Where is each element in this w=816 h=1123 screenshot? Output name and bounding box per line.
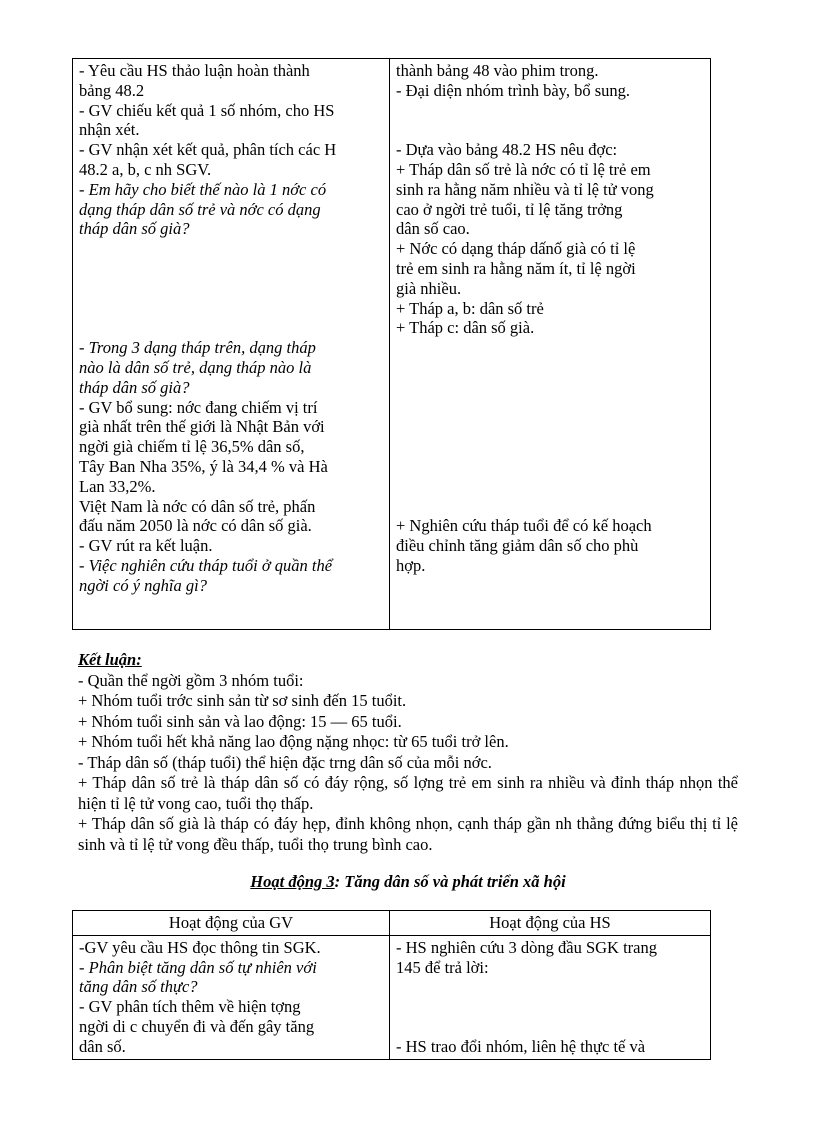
text-line: tháp dân số già?	[79, 219, 190, 239]
text-line	[396, 437, 704, 457]
header-hs: Hoạt động của HS	[390, 911, 711, 936]
text-line: dân số.	[79, 1036, 126, 1056]
section-title	[0, 872, 816, 892]
text-line: ngời già chiếm tỉ lệ 36,5% dân số,	[79, 437, 305, 457]
text-line: tháp dân số già?	[79, 377, 190, 397]
text-line: + Tháp c: dân số già.	[396, 318, 535, 338]
text-line	[396, 101, 704, 121]
conclusion-heading: Kết luận:	[78, 650, 142, 669]
text-line	[79, 299, 383, 319]
conclusion-line: + Nhóm tuổi trớc sinh sản từ sơ sinh đến 15 tuổit.	[78, 691, 407, 710]
text-line	[396, 497, 704, 517]
text-line: - GV nhận xét kết quả, phân tích các H	[79, 140, 337, 160]
text-line: + Nớc có dạng tháp dấnố già có tỉ lệ	[396, 239, 636, 259]
text-line: bảng 48.2	[79, 80, 145, 100]
conclusion-line: + Tháp dân số già là tháp có đáy hẹp, đỉnh không nhọn, cạnh tháp gần nh thẳng đứng biểu thị tỉ lệ sinh và tỉ lệ tử vong đều thấp, tuổi thọ trung bình cao.	[78, 814, 738, 854]
text-line: - Việc nghiên cứu tháp tuổi ở quần thể	[79, 555, 333, 575]
text-line: tăng dân số thực?	[79, 977, 198, 997]
text-line	[396, 338, 704, 358]
text-line	[396, 457, 704, 477]
text-line	[396, 398, 704, 418]
gv-activity-cell	[73, 935, 390, 1059]
text-line	[396, 120, 704, 140]
text-line	[396, 1017, 704, 1037]
text-line: - Em hãy cho biết thế nào là 1 nớc có	[79, 179, 327, 199]
table-row	[73, 59, 711, 630]
text-line: - Phân biệt tăng dân số tự nhiên với	[79, 957, 317, 977]
text-line: điều chỉnh tăng giảm dân số cho phù	[396, 536, 639, 556]
text-line: sinh ra hằng năm nhiều và tỉ lệ tử vong	[396, 179, 654, 199]
gv-activity-cell	[73, 59, 390, 630]
text-line	[79, 318, 383, 338]
text-line: ngời di c chuyển đi và đến gây tăng	[79, 1016, 315, 1036]
text-line: 145 để trả lời:	[396, 957, 489, 977]
text-line: già nhất trên thế giới là Nhật Bản với	[79, 417, 325, 437]
text-line: - Trong 3 dạng tháp trên, dạng tháp	[79, 338, 316, 358]
text-line	[79, 279, 383, 299]
text-line: -GV yêu cầu HS đọc thông tin SGK.	[79, 937, 321, 957]
table-row	[73, 935, 711, 1059]
text-line	[396, 477, 704, 497]
text-line	[396, 358, 704, 378]
text-line: cao ở ngời trẻ tuổi, tỉ lệ tăng trởng	[396, 199, 623, 219]
conclusion-lines	[78, 671, 738, 856]
text-line: dân số cao.	[396, 219, 470, 239]
activity-table-3	[72, 910, 711, 1060]
text-line: ngời có ý nghĩa gì?	[79, 575, 207, 595]
conclusion-line: - Tháp dân số (tháp tuổi) thể hiện đặc trng dân số của mỗi nớc.	[78, 752, 492, 772]
text-line: Tây Ban Nha 35%, ý là 34,4 % và Hà	[79, 456, 328, 476]
conclusion-line: - Quần thể ngời gồm 3 nhóm tuổi:	[78, 670, 304, 690]
conclusion-line: + Tháp dân số trẻ là tháp dân số có đáy rộng, số lợng trẻ em sinh ra nhiều và đỉnh tháp nhọn thể hiện tỉ lệ tử vong cao, tuổi thọ thấp.	[78, 773, 738, 813]
activity-table-1	[72, 58, 711, 630]
text-line	[396, 417, 704, 437]
text-line: + Tháp dân số trẻ là nớc có tỉ lệ trẻ em	[396, 159, 651, 179]
text-line: + Nghiên cứu tháp tuổi để có kế hoạch	[396, 516, 652, 536]
text-line: già nhiều.	[396, 278, 462, 298]
conclusion-block	[78, 650, 738, 855]
text-line: 48.2 a, b, c nh SGV.	[79, 159, 212, 179]
text-line: - GV rút ra kết luận.	[79, 536, 213, 556]
text-line: nhận xét.	[79, 120, 140, 140]
text-line	[396, 977, 704, 997]
text-line: - GV chiếu kết quả 1 số nhóm, cho HS	[79, 100, 335, 120]
hs-activity-cell	[390, 59, 711, 630]
text-line: trẻ em sinh ra hằng năm ít, tỉ lệ ngời	[396, 258, 636, 278]
section-title-rest: : Tăng dân số và phát triển xã hội	[334, 872, 566, 891]
text-line: nào là dân số trẻ, dạng tháp nào là	[79, 357, 312, 377]
text-line	[79, 259, 383, 279]
section-title-prefix: Hoạt động 3	[250, 872, 335, 891]
text-line: - Yêu cầu HS thảo luận hoàn thành	[79, 61, 310, 80]
hs-activity-cell	[390, 935, 711, 1059]
text-line: đấu năm 2050 là nớc có dân số già.	[79, 516, 312, 536]
conclusion-line: + Nhóm tuổi hết khả năng lao động nặng nhọc: từ 65 tuổi trở lên.	[78, 732, 509, 751]
table-header-row	[73, 911, 711, 936]
text-line: + Tháp a, b: dân số trẻ	[396, 298, 544, 318]
text-line: hợp.	[396, 555, 426, 575]
text-line: - Dựa vào bảng 48.2 HS nêu đợc:	[396, 140, 618, 160]
conclusion-line: + Nhóm tuổi sinh sản và lao động: 15 — 65 tuổi.	[78, 711, 402, 731]
text-line: thành bảng 48 vào phim trong.	[396, 61, 599, 80]
text-line: - GV phân tích thêm về hiện tợng	[79, 997, 301, 1017]
text-line: - HS trao đổi nhóm, liên hệ thực tế và	[396, 1036, 646, 1056]
text-line: Việt Nam là nớc có dân số trẻ, phấn	[79, 496, 316, 516]
text-line: - HS nghiên cứu 3 dòng đầu SGK trang	[396, 937, 657, 957]
text-line: - Đại diện nhóm trình bày, bổ sung.	[396, 80, 631, 100]
text-line: - GV bổ sung: nớc đang chiếm vị trí	[79, 397, 318, 417]
text-line: Lan 33,2%.	[79, 476, 156, 496]
text-line	[396, 997, 704, 1017]
text-line: dạng tháp dân số trẻ và nớc có dạng	[79, 199, 321, 219]
text-line	[79, 239, 383, 259]
text-line	[396, 378, 704, 398]
header-gv: Hoạt động của GV	[73, 911, 390, 936]
